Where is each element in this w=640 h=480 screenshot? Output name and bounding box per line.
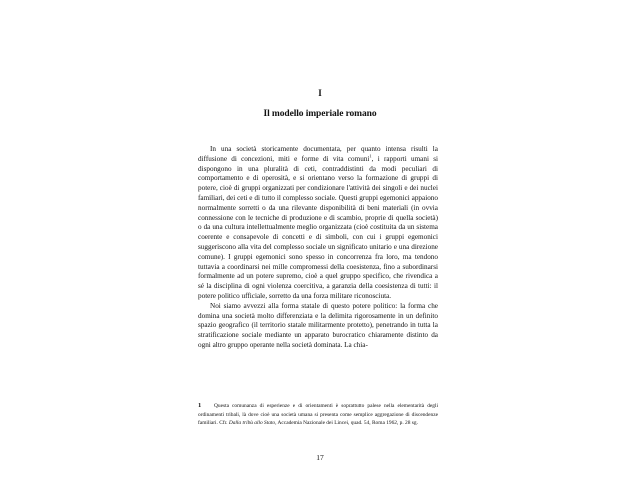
chapter-title: Il modello imperiale romano [263, 109, 377, 119]
body-text [198, 145, 438, 351]
footnote-cited-title: Dalla tribù allo Stato [228, 420, 276, 427]
paragraph-1 [198, 145, 438, 302]
paragraph-1-start: In una società storicamente documentata, per quanto intensa risulti la diffusione di concezioni, miti e forme di vita comuni [198, 145, 438, 163]
page-number: 17 [316, 453, 324, 462]
paragraph-2: Noi siamo avvezzi alla forma statale di questo potere politico: la forma che domina una società molto differenziata e la delimita rigorosamente in un definito spazio geografico (il territorio statale militarmente protetto), penetrando in tutta la stratificazione sociale mediante un apparato burocratico chiaramente distinto da ogni altro gruppo operante nella società dominata. La chia- [198, 301, 438, 349]
footnote-reference: 1 [369, 153, 372, 159]
footnote [198, 402, 438, 428]
footnote-text-start: Questa comunanza di esperienze e di orientamenti è soprattutto palese nella elementarità degli ordinamenti tribali, là dove cioè una società umana si presenta come semplice aggregazione di discendenze familiari. Cfr. [198, 403, 438, 427]
footnote-number: 1 [198, 402, 202, 409]
footnote-text-end: , Accademia Nazionale dei Lincei, quad. 54, Roma 1962, p. 28 sg. [275, 420, 418, 427]
chapter-number: I [318, 88, 322, 98]
paragraph-1-rest: , i rapporti umani si dispongono in una pluralità di ceti, contraddistinti da modi peculiari di comportamento e di operosità, e si orientano verso la formazione di gruppi di potere, cioè di gruppi organizzati per condizionare l'attività dei singoli e dei nuclei familiari, dei ceti e di tutto il complesso sociale. Questi gruppi egemonici appaiono normalmente sorretti o da una rilevante disponibilità di beni materiali (in ovvia connessione con le tecniche di produzione e di scambio, proprie di quella società) o da una cultura intellettualmente meglio organizzata (cioè costituita da un sistema coerente e consapevole di concetti e di simboli, con cui i gruppi egemonici suggeriscono alla vita del complesso sociale un significato unitario e una direzione comune). I gruppi egemonici sono spesso in concorrenza fra loro, ma tendono tuttavia a coordinarsi nei mille compromessi della coesistenza, fino a subordinarsi formalmente ad un potere supremo, cioè a quel gruppo specifico, che rivendica a sé la disciplina di ogni violenza coercitiva, a garanzia della coesistenza di tutti: il potere politico ufficiale, sorretto da una forza militare riconosciuta. [198, 154, 438, 300]
